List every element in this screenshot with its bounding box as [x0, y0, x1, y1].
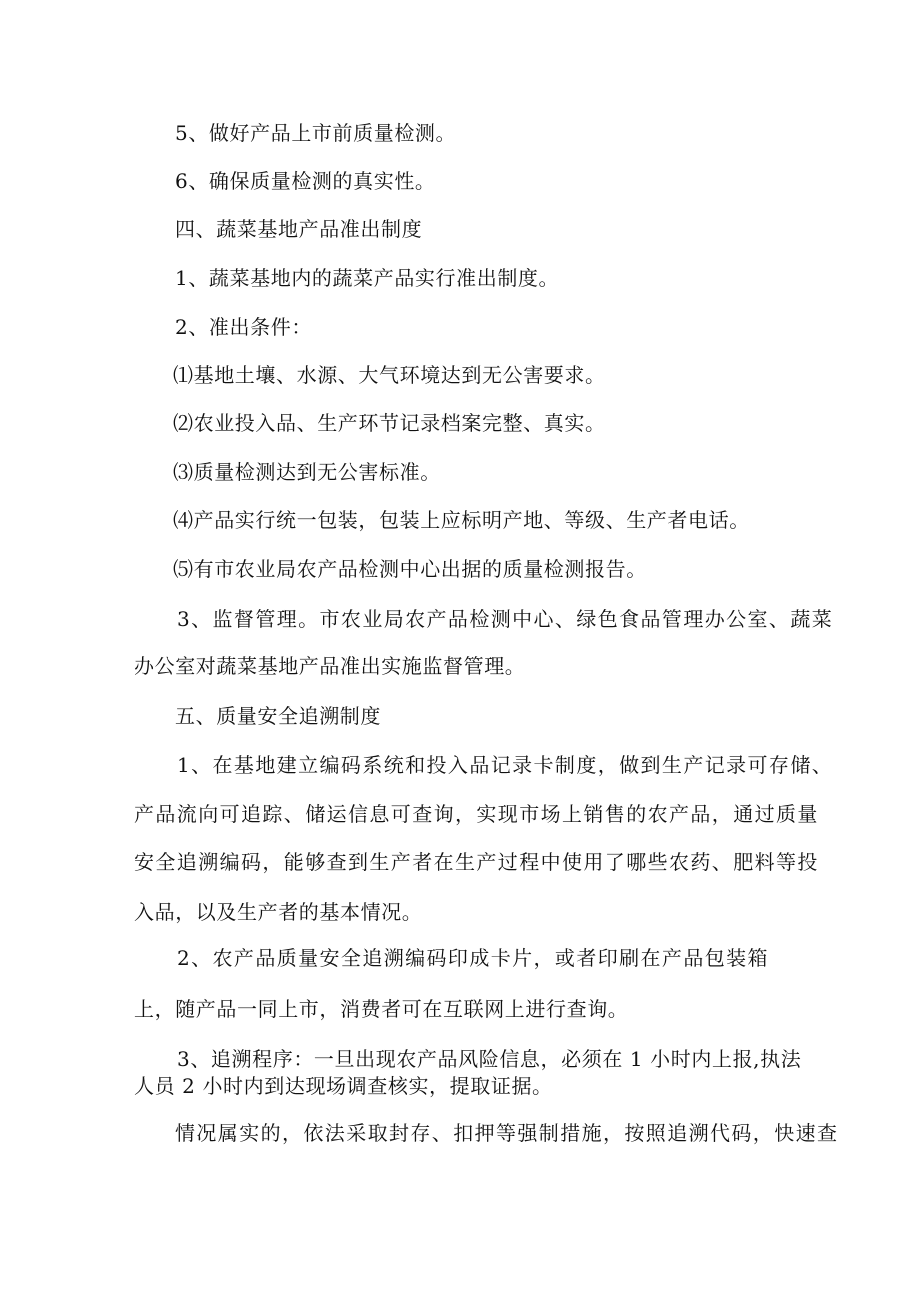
paragraph-line: 产品流向可追踪、储运信息可查询，实现市场上销售的农产品，通过质量: [134, 802, 819, 826]
paragraph-line: 1、蔬菜基地内的蔬菜产品实行准出制度。: [175, 266, 560, 290]
list-item: ⑷产品实行统一包装，包装上应标明产地、等级、生产者电话。: [173, 508, 750, 532]
paragraph-line: 人员 2 小时内到达现场调查核实，提取证据。: [134, 1074, 553, 1098]
list-item: ⑴基地土壤、水源、大气环境达到无公害要求。: [173, 363, 606, 387]
paragraph-line: 5、做好产品上市前质量检测。: [175, 121, 457, 145]
paragraph-line: 办公室对蔬菜基地产品准出实施监督管理。: [134, 654, 526, 678]
paragraph-line: 3、追溯程序：一旦出现农产品风险信息，必须在 1 小时内上报,执法: [177, 1047, 802, 1071]
list-item: ⑸有市农业局农产品检测中心出据的质量检测报告。: [173, 557, 647, 581]
list-item: ⑵农业投入品、生产环节记录档案完整、真实。: [173, 411, 606, 435]
paragraph-line: 2、准出条件：: [175, 315, 312, 339]
paragraph-line: 2、农产品质量安全追溯编码印成卡片，或者印刷在产品包装箱: [177, 946, 769, 970]
paragraph-line: 3、监督管理。市农业局农产品检测中心、绿色食品管理办公室、蔬菜: [177, 607, 834, 631]
paragraph-line: 入品，以及生产者的基本情况。: [134, 900, 423, 924]
paragraph-line: 情况属实的，依法采取封存、扣押等强制措施，按照追溯代码，快速查: [175, 1121, 839, 1145]
paragraph-line: 安全追溯编码，能够查到生产者在生产过程中使用了哪些农药、肥料等投: [134, 850, 819, 874]
section-heading: 四、蔬菜基地产品准出制度: [175, 217, 423, 241]
section-heading: 五、质量安全追溯制度: [175, 704, 381, 728]
paragraph-line: 1、在基地建立编码系统和投入品记录卡制度，做到生产记录可存储、: [177, 753, 834, 777]
list-item: ⑶质量检测达到无公害标准。: [173, 460, 441, 484]
paragraph-line: 6、确保质量检测的真实性。: [175, 169, 436, 193]
paragraph-line: 上，随产品一同上市，消费者可在互联网上进行查询。: [134, 997, 629, 1021]
